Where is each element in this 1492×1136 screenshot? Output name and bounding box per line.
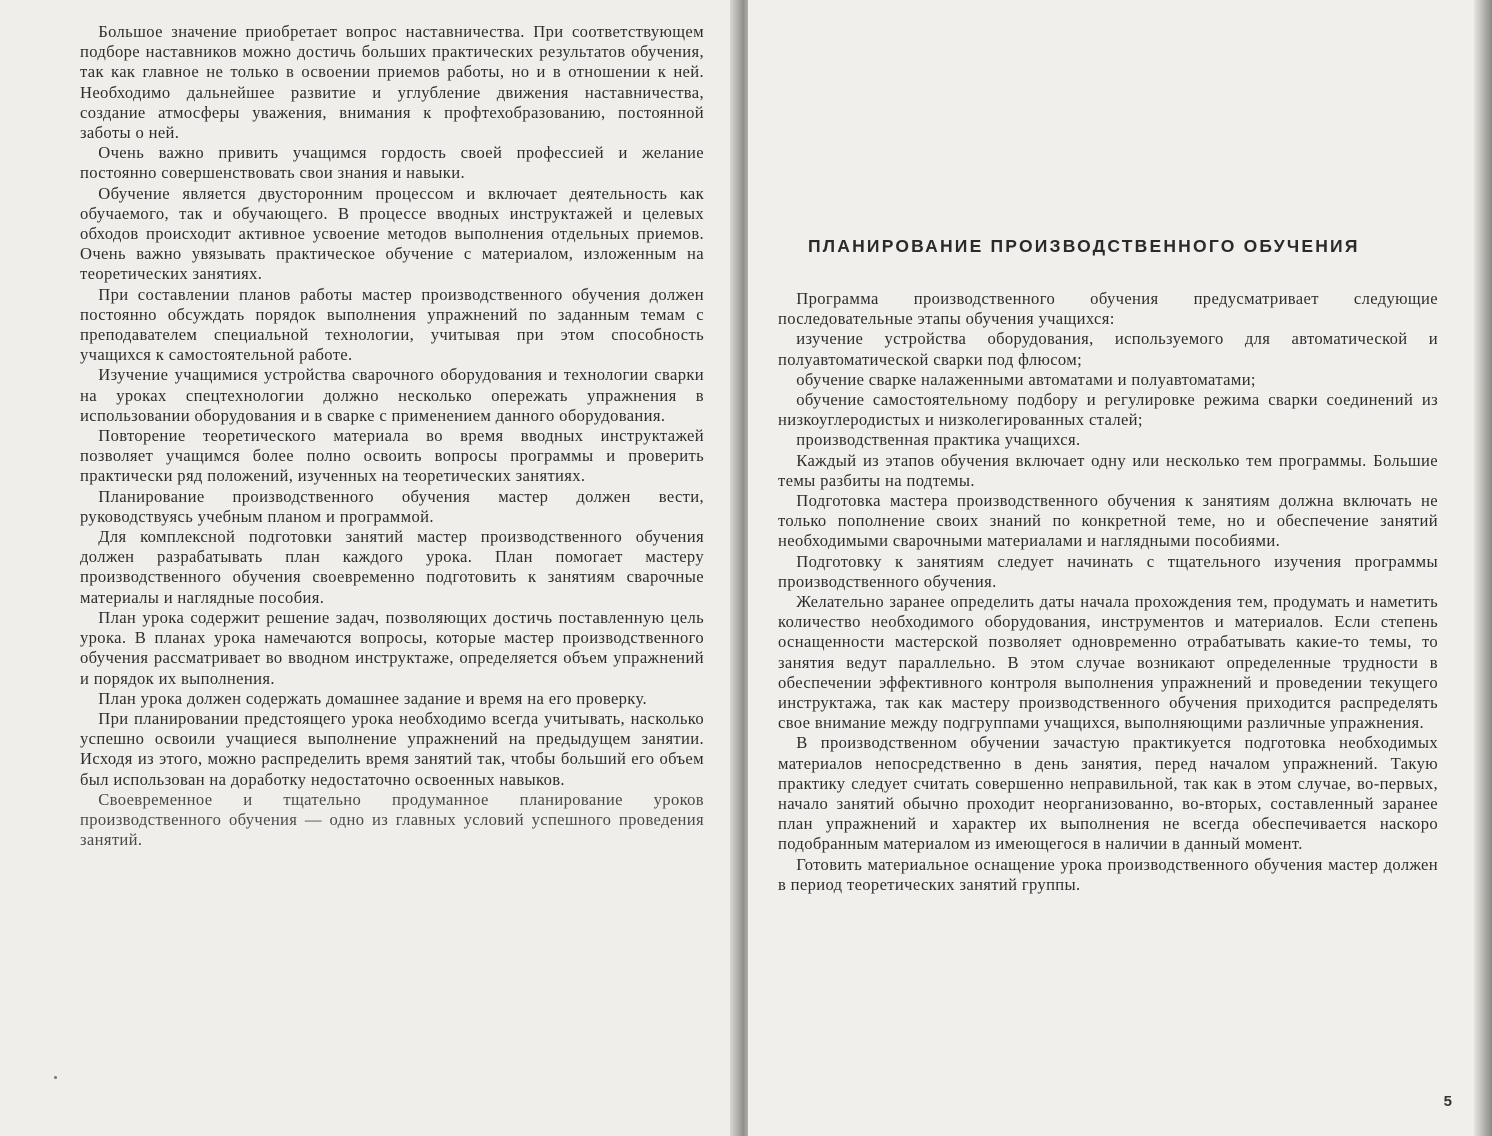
right-page-edge [1474,0,1492,1136]
right-paragraph: производственная практика учащихся. [796,430,1081,450]
left-paragraph: Повторение теоретического материала во время вводных инструктажей позволяет учащимся более полно освоить вопросы программы и проверить практически ряд положений, изученных на теоретических занятиях. [80,426,704,486]
right-paragraph: изучение устройства оборудования, используемого для автоматической и полуавтоматической сварки под флюсом; [778,329,1438,369]
left-paragraph: Очень важно привить учащимся гордость своей профессией и желание постоянно совершенствовать свои знания и навыки. [80,143,704,183]
left-paragraph: Своевременное и тщательно продуманное планирование уроков производственного обучения — одно из главных условий успешного проведения занятий. [80,789,704,850]
left-paragraph: План урока содержит решение задач, позволяющих достичь поставленную цель урока. В планах урока намечаются вопросы, которые мастер производственного обучения рассматривает во вводном инструктаже, определяется объем упражнений и порядок их выполнения. [80,607,704,688]
right-paragraph: Программа производственного обучения предусматривает следующие последовательные этапы обучения учащихся: [778,289,1438,329]
section-heading: ПЛАНИРОВАНИЕ ПРОИЗВОДСТВЕННОГО ОБУЧЕНИЯ [808,236,1360,256]
right-paragraph: Желательно заранее определить даты начала прохождения тем, продумать и наметить количество необходимого оборудования, инструментов и материалов. Если степень оснащенности мастерской позволяет одновременно отрабатывать какие-то темы, то занятия ведут параллельно. В этом случае возникают определенные трудности в обеспечении эффективного контроля выполнения упражнений и проведении текущего инструктажа, так как мастеру производственного обучения приходится распределять свое внимание между подгруппами учащихся, выполняющими различные упражнения. [778,592,1438,733]
left-paragraph: Планирование производственного обучения мастер должен вести, руководствуясь учебным планом и программой. [80,486,704,526]
right-paragraph: Каждый из этапов обучения включает одну или несколько тем программы. Большие темы разбиты на подтемы. [778,450,1438,490]
right-paragraph: Подготовку к занятиям следует начинать с тщательного изучения программы производственного обучения. [778,551,1438,591]
left-paragraph: Обучение является двусторонним процессом и включает деятельность как обучаемого, так и обучающего. В процессе вводных инструктажей и целевых обходов происходит активное усвоение методов выполнения отдельных приемов. Очень важно увязывать практическое обучение с материалом, изложенным на теоретических занятиях. [80,183,704,284]
page-number: 5 [1443,1093,1452,1110]
left-paragraph: При составлении планов работы мастер производственного обучения должен постоянно обсуждать порядок выполнения упражнений по заданным темам с преподавателем специальной технологии, учитывая при этом способность учащихся к самостоятельной работе. [80,284,704,365]
right-paragraph: Готовить материальное оснащение урока производственного обучения мастер должен в период теоретических занятий группы. [778,854,1438,894]
right-paragraph: Подготовка мастера производственного обучения к занятиям должна включать не только пополнение своих знаний по конкретной теме, но и обеспечение занятий необходимыми сварочными материалами и наглядными пособиями. [778,491,1438,551]
right-paragraph: обучение сварке налаженными автоматами и полуавтоматами; [796,369,1256,389]
left-paragraph: Изучение учащимися устройства сварочного оборудования и технологии сварки на уроках спецтехнологии должно несколько опережать упражнения в использовании оборудования и в сварке с применением данного оборудования. [80,365,704,425]
right-paragraph: В производственном обучении зачастую практикуется подготовка необходимых материалов непосредственно в день занятия, перед началом упражнений. Такую практику следует считать совершенно неправильной, так как в этом случае, во-первых, начало занятий обычно проходит неорганизованно, во-вторых, составленный заранее план упражнений и характер их выполнения не всегда обеспечивается наскоро подобранным материалом из имеющегося в наличии в данный момент. [778,733,1438,854]
left-page [0,0,740,1136]
left-paragraph: План урока должен содержать домашнее задание и время на его проверку. [98,688,647,708]
left-paragraph: Большое значение приобретает вопрос наставничества. При соответствующем подборе наставников можно достичь больших практических результатов обучения, так как главное не только в освоении приемов работы, но и в отношении к ней. Необходимо дальнейшее развитие и углубление движения наставничества, создание атмосферы уважения, внимания к профтехобразованию, постоянной заботы о ней. [80,22,704,143]
right-paragraph: обучение самостоятельному подбору и регулировке режима сварки соединений из низкоуглеродистых и низколегированных сталей; [778,390,1438,430]
left-paragraph: При планировании предстоящего урока необходимо всегда учитывать, насколько успешно освоили учащиеся выполнение упражнений на предыдущем занятии. Исходя из этого, можно распределить время занятий так, чтобы больший его объем был использован на доработку недостаточно освоенных навыков. [80,708,704,789]
page-speck [54,1076,57,1079]
right-page [748,0,1492,1136]
left-paragraph: Для комплексной подготовки занятий мастер производственного обучения должен разрабатывать план каждого урока. План помогает мастеру производственного обучения своевременно подготовить к занятиям сварочные материалы и наглядные пособия. [80,527,704,607]
